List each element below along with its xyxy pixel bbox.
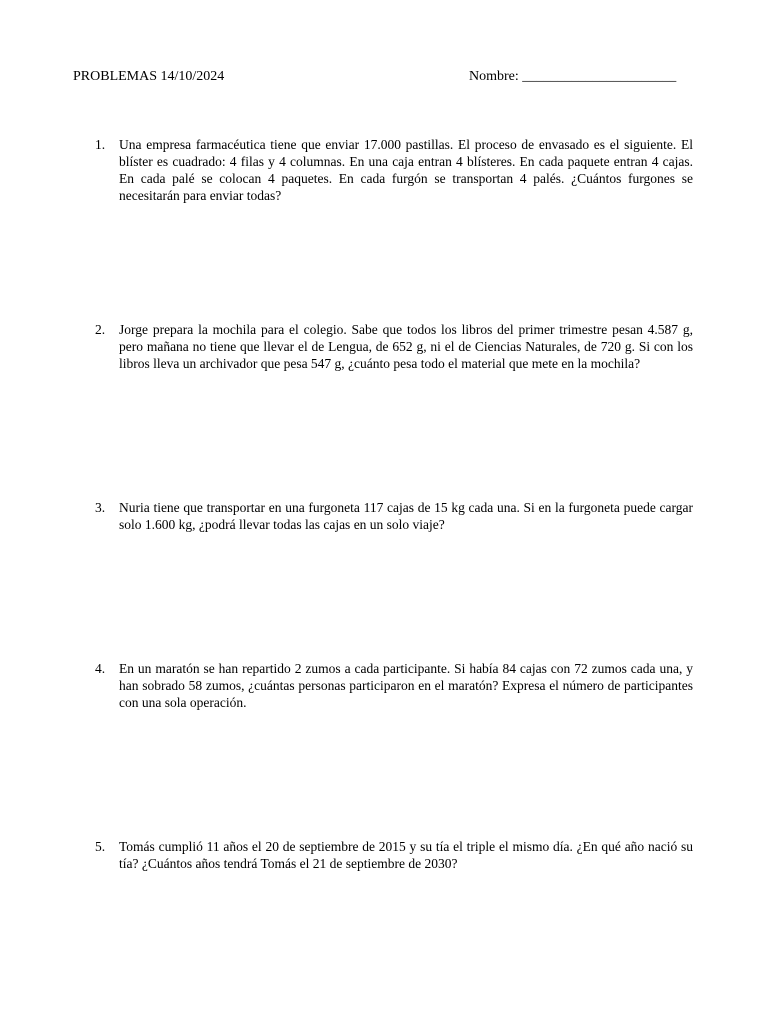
problem-item (95, 660, 693, 711)
name-field: Nombre: ______________________ (469, 69, 677, 84)
problem-text: Nuria tiene que transportar en una furgoneta 117 cajas de 15 kg cada una. Si en la furgoneta puede cargar solo 1.600 kg, ¿podrá llevar todas las cajas en un solo viaje? (119, 500, 693, 532)
problem-text: Jorge prepara la mochila para el colegio. Sabe que todos los libros del primer trimestre pesan 4.587 g, pero mañana no tiene que llevar el de Lengua, de 652 g, ni el de Ciencias Naturales, de 720 g. Si con los libros lleva un archivador que pesa 547 g, ¿cuánto pesa todo el material que mete en la mochila? (119, 322, 693, 371)
problem-text: En un maratón se han repartido 2 zumos a cada participante. Si había 84 cajas con 72 zumos cada una, y han sobrado 58 zumos, ¿cuántas personas participaron en el maratón? Expresa el número de participantes con una sola operación. (119, 661, 693, 710)
problem-number: 1. (95, 137, 106, 152)
problem-item (95, 838, 693, 872)
problem-text: Tomás cumplió 11 años el 20 de septiembre de 2015 y su tía el triple el mismo día. ¿En qué año nació su tía? ¿Cuántos años tendrá Tomás el 21 de septiembre de 2030? (119, 839, 693, 871)
worksheet-title: PROBLEMAS 14/10/2024 (73, 69, 225, 84)
problem-item (95, 499, 693, 533)
problem-number: 4. (95, 661, 106, 676)
problem-item (95, 321, 693, 372)
problem-text: Una empresa farmacéutica tiene que enviar 17.000 pastillas. El proceso de envasado es el siguiente. El blíster es cuadrado: 4 filas y 4 columnas. En una caja entran 4 blísteres. En cada paquete entran 4 cajas. En cada palé se colocan 4 paquetes. En cada furgón se transportan 4 palés. ¿Cuántos furgones se necesitarán para enviar todas? (119, 137, 693, 203)
problem-item (95, 136, 693, 204)
problem-number: 3. (95, 500, 106, 515)
problem-number: 2. (95, 322, 106, 337)
problem-number: 5. (95, 839, 106, 854)
